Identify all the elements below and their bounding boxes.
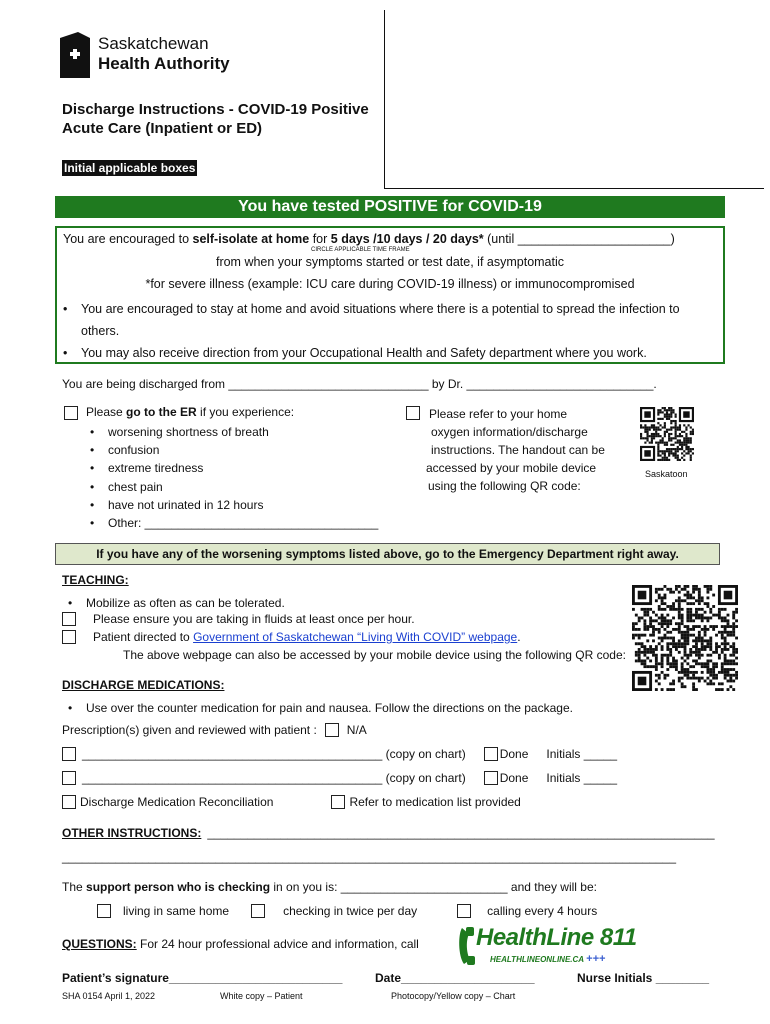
qr-caption-saskatoon: Saskatoon: [645, 469, 688, 479]
teaching-heading: TEACHING:: [62, 573, 129, 587]
medications-heading: DISCHARGE MEDICATIONS:: [62, 678, 225, 692]
oxygen-line: accessed by your mobile device: [426, 461, 597, 475]
oxygen-text: [426, 405, 605, 495]
title-line-2: Acute Care (Inpatient or ED): [62, 120, 263, 137]
qr-code-oxygen: [640, 407, 694, 461]
er-symptom: • have not urinated in 12 hours: [84, 496, 378, 514]
er-symptom-list: [84, 423, 378, 532]
white-copy-note: White copy – Patient: [220, 991, 303, 1001]
isolation-bullet-1: • You are encouraged to stay at home and avoid situations where there is a potential to spread the infection to others.: [57, 298, 717, 342]
medication-2-done-checkbox[interactable]: [484, 771, 498, 785]
oxygen-line: oxygen information/discharge: [431, 425, 588, 439]
other-instructions-line-1: ____________________________________________________________________________: [207, 826, 715, 840]
support-options: living in same home checking in twice per day calling every 4 hours: [97, 904, 597, 918]
medication-1-checkbox[interactable]: [62, 747, 76, 761]
questions-heading: QUESTIONS:: [62, 937, 137, 951]
isolation-line-3: *for severe illness (example: ICU care during COVID-19 illness) or immunocompromised: [145, 277, 635, 291]
plus-icons: +++: [586, 953, 606, 965]
form-id: SHA 0154 April 1, 2022: [62, 991, 156, 1001]
isolation-line-1: You are encouraged to self-isolate at home for 5 days /10 days / 20 days* (until ______________________): [63, 232, 675, 246]
header-underline: [384, 188, 764, 189]
support-person-line: The support person who is checking in on you is: _________________________ and they will be:: [62, 880, 597, 894]
healthline-logo-url: HEALTHLINEONLINE.CA +++: [490, 953, 606, 965]
initial-label: Initial applicable boxes: [64, 161, 196, 175]
webpage-checkbox[interactable]: [62, 630, 76, 644]
other-instructions-heading: OTHER INSTRUCTIONS:: [62, 826, 202, 840]
twice-per-day-checkbox[interactable]: [251, 904, 265, 918]
isolation-bullet-2: • You may also receive direction from your Occupational Health and Safety department where you work.: [57, 342, 717, 364]
oxygen-checkbox[interactable]: [406, 406, 420, 420]
sha-logo: [58, 30, 258, 84]
nurse-initials: Nurse Initials ________: [577, 971, 710, 985]
na-checkbox[interactable]: [325, 723, 339, 737]
er-symptom: • chest pain: [84, 478, 378, 496]
prescription-row: Prescription(s) given and reviewed with patient : N/A: [62, 723, 367, 737]
healthline-logo-text: HealthLine 811: [476, 924, 637, 951]
sha-logo-icon: [58, 30, 92, 80]
isolation-line-2: from when your symptoms started or test date, if asymptomatic: [215, 255, 565, 269]
discharged-from: You are being discharged from ______________________________ by Dr. ____________________________.: [62, 377, 657, 391]
healthline-logo: [456, 924, 636, 968]
same-home-checkbox[interactable]: [97, 904, 111, 918]
teaching-row-webpage: Patient directed to Government of Saskatchewan “Living With COVID” webpage.: [62, 630, 521, 644]
title-line-1: Discharge Instructions - COVID-19 Positive: [62, 101, 369, 118]
refer-list-checkbox[interactable]: [331, 795, 345, 809]
medications-bullet-1: • Use over the counter medication for pain and nausea. Follow the directions on the package.: [62, 701, 573, 715]
other-instructions-row: [62, 826, 715, 840]
er-symptom: • confusion: [84, 441, 378, 459]
qr-code-living-with-covid: [632, 585, 738, 691]
yellow-copy-note: Photocopy/Yellow copy – Chart: [391, 991, 516, 1001]
fluids-checkbox[interactable]: [62, 612, 76, 626]
positive-banner: You have tested POSITIVE for COVID-19: [55, 196, 725, 218]
circle-note: CIRCLE APPLICABLE TIME FRAME: [311, 247, 410, 253]
teaching-qr-note: The above webpage can also be accessed by your mobile device using the following QR code:: [123, 648, 626, 662]
teaching-row-fluids: Please ensure you are taking in fluids at least once per hour.: [62, 612, 415, 626]
oxygen-line: Please refer to your home: [429, 407, 568, 421]
er-symptom: • worsening shortness of breath: [84, 423, 378, 441]
every-4-hours-checkbox[interactable]: [457, 904, 471, 918]
er-symptom: • extreme tiredness: [84, 459, 378, 477]
patient-signature: Patient’s signature__________________________: [62, 971, 343, 985]
org-line-2: Health Authority: [98, 54, 230, 73]
signature-date: Date____________________: [375, 971, 535, 985]
er-checkbox[interactable]: [64, 406, 78, 420]
medication-line-2: _____________________________________________ (copy on chart) Done Initials _____: [62, 771, 617, 785]
er-lead: Please go to the ER if you experience:: [86, 405, 295, 419]
medication-line-1: _____________________________________________ (copy on chart) Done Initials _____: [62, 747, 617, 761]
medications-bullets: [62, 701, 573, 715]
reconciliation-checkbox[interactable]: [62, 795, 76, 809]
reconciliation-row: Discharge Medication Reconciliation Refer to medication list provided: [62, 795, 521, 809]
org-line-1: Saskatchewan: [98, 34, 209, 53]
isolation-bullets: [57, 298, 717, 364]
emergency-banner: If you have any of the worsening symptoms listed above, go to the Emergency Department right away.: [55, 543, 720, 565]
questions-line: QUESTIONS: For 24 hour professional advice and information, call: [62, 937, 419, 951]
other-instructions-line-2: ____________________________________________________________________________________________: [62, 850, 676, 864]
medication-1-done-checkbox[interactable]: [484, 747, 498, 761]
teaching-bullet-1: • Mobilize as often as can be tolerated.: [62, 595, 285, 612]
oxygen-line: using the following QR code:: [428, 479, 581, 493]
page-title: [62, 100, 369, 138]
vertical-divider: [384, 10, 385, 188]
isolation-box: [55, 226, 725, 364]
teaching-bullets: [62, 595, 285, 612]
oxygen-line: instructions. The handout can be: [431, 443, 605, 457]
medication-2-checkbox[interactable]: [62, 771, 76, 785]
living-with-covid-link[interactable]: Government of Saskatchewan “Living With COVID” webpage: [193, 630, 518, 644]
er-symptom: • Other: ___________________________________: [84, 514, 378, 532]
